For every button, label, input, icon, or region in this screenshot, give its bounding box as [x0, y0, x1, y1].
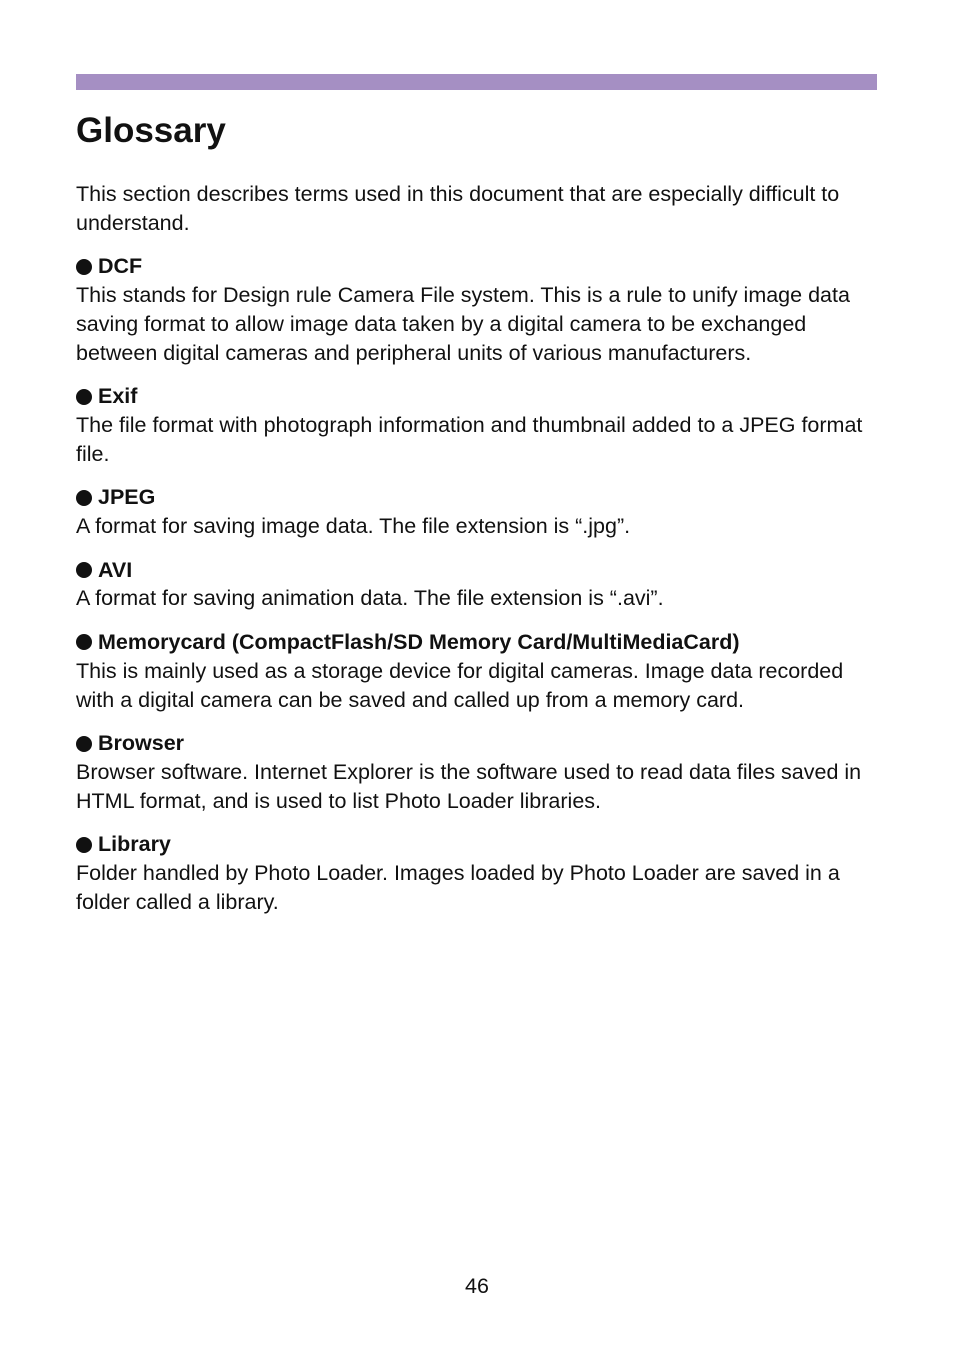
term-label: AVI [98, 557, 133, 582]
term-description: This is mainly used as a storage device for digital cameras. Image data recorded with a digital camera can be saved and called up from a memory card. [76, 658, 844, 712]
term-label: DCF [98, 254, 143, 279]
bullet-icon [76, 259, 92, 275]
page-number: 46 [465, 1274, 489, 1298]
term-heading [76, 729, 876, 758]
header-accent-bar [76, 74, 877, 90]
term-description: The file format with photograph information and thumbnail added to a JPEG format file. [76, 412, 863, 466]
term-description: Browser software. Internet Explorer is the software used to read data files saved in HTML format, and is used to list Photo Loader libraries. [76, 759, 862, 813]
bullet-icon [76, 634, 92, 650]
term-heading [76, 483, 876, 512]
glossary-entry-avi [76, 556, 876, 613]
term-label: Library [98, 832, 171, 857]
term-label: Memorycard (CompactFlash/SD Memory Card/MultiMediaCard) [98, 630, 740, 655]
glossary-entry-dcf [76, 252, 876, 367]
glossary-entry-browser [76, 729, 876, 815]
bullet-icon [76, 736, 92, 752]
page-title: Glossary [76, 111, 226, 150]
term-description: Folder handled by Photo Loader. Images loaded by Photo Loader are saved in a folder called a library. [76, 861, 840, 914]
glossary-entry-library [76, 830, 876, 916]
bullet-icon [76, 389, 92, 405]
term-label: Exif [98, 384, 138, 409]
term-label: JPEG [98, 485, 156, 510]
term-heading [76, 252, 876, 281]
term-description: This stands for Design rule Camera File system. This is a rule to unify image data saving format to allow image data taken by a digital camera to be exchanged between digital cameras and peripheral units of various manufacturers. [76, 283, 850, 365]
term-heading [76, 556, 876, 585]
term-description: A format for saving animation data. The file extension is “.avi”. [76, 586, 664, 611]
bullet-icon [76, 562, 92, 578]
term-description: A format for saving image data. The file extension is “.jpg”. [76, 514, 631, 539]
glossary-entry-memorycard [76, 628, 876, 714]
term-heading [76, 382, 876, 411]
glossary-content [76, 180, 876, 931]
glossary-entry-exif [76, 382, 876, 468]
glossary-entry-jpeg [76, 483, 876, 540]
intro-paragraph: This section describes terms used in this document that are especially difficult to understand. [76, 182, 840, 235]
bullet-icon [76, 837, 92, 853]
term-label: Browser [98, 731, 185, 756]
term-heading [76, 830, 876, 859]
term-heading [76, 628, 876, 657]
bullet-icon [76, 490, 92, 506]
